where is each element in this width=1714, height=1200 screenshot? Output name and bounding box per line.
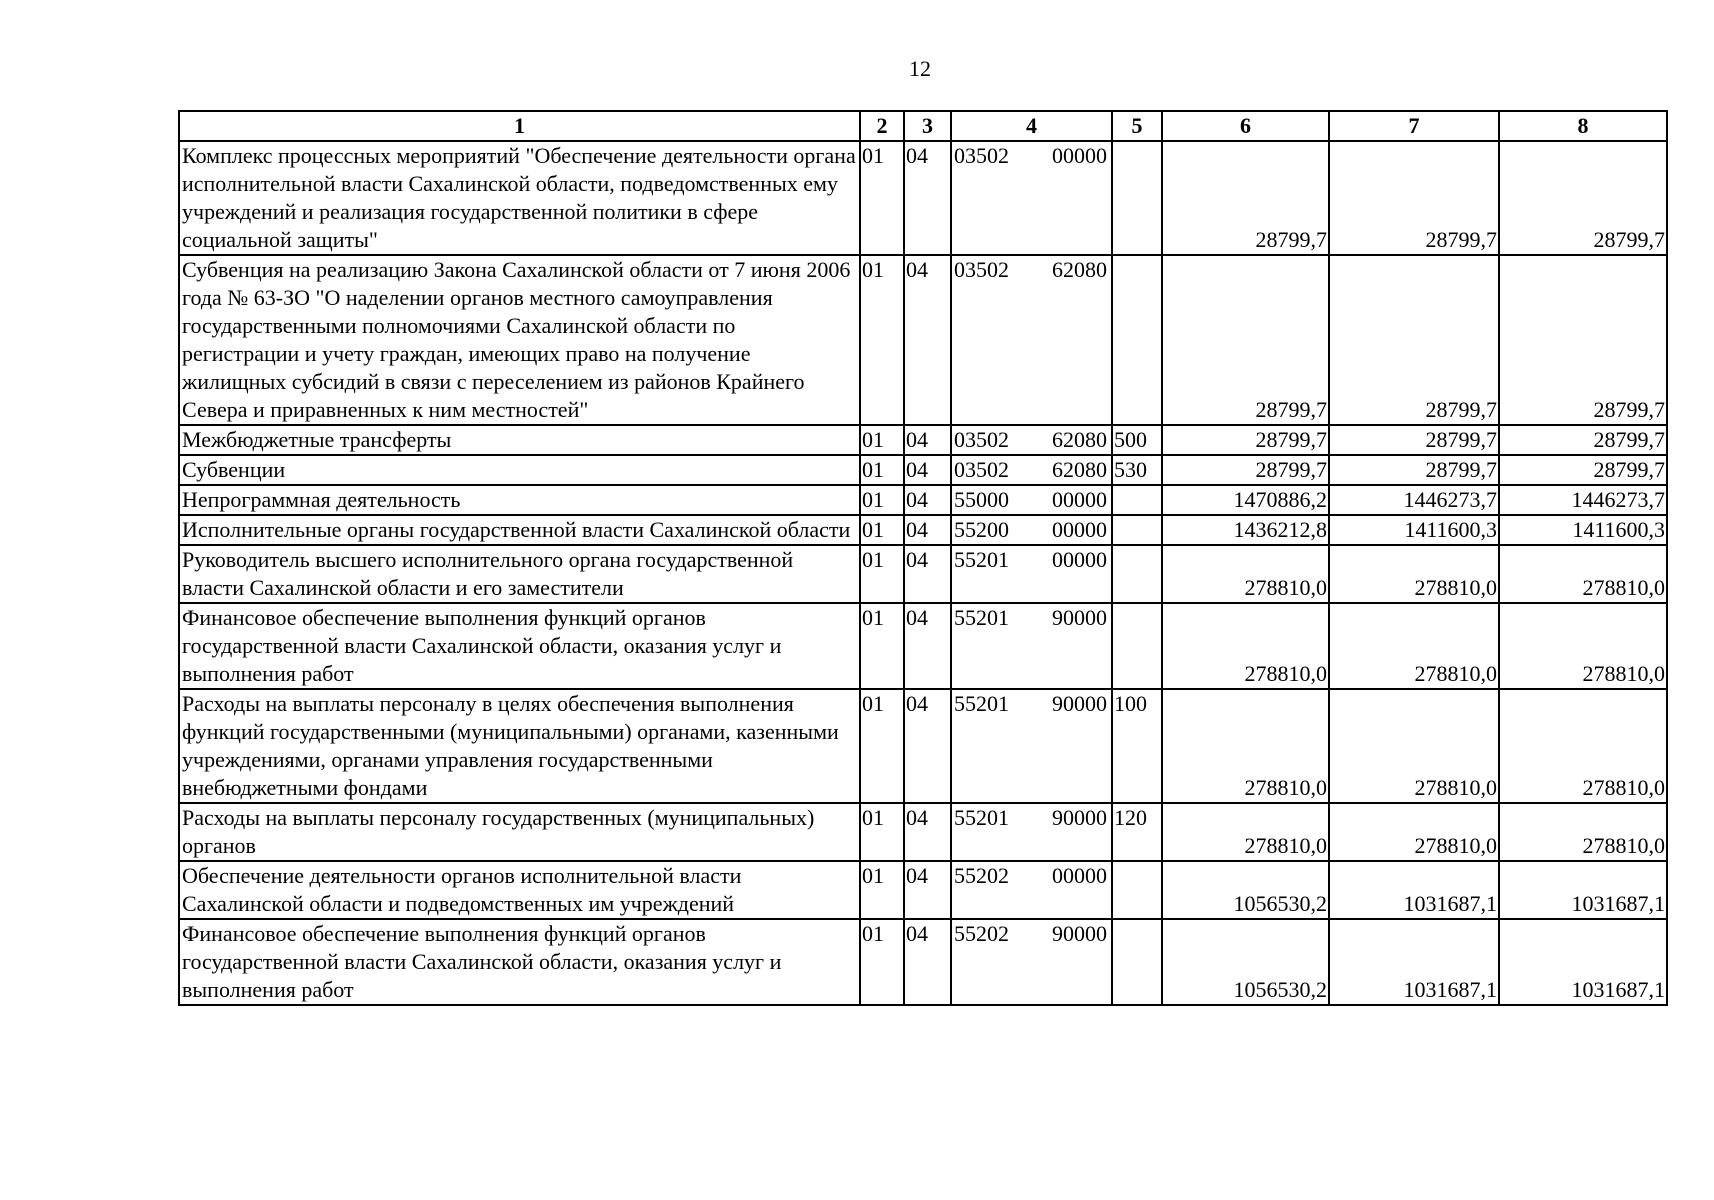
table-row xyxy=(179,603,1667,689)
target-article-program: 03502 xyxy=(954,257,1009,282)
section-code: 01 xyxy=(860,689,904,803)
column-header: 6 xyxy=(1162,111,1329,141)
target-article-direction: 90000 xyxy=(1052,805,1107,830)
amount-col8: 1031687,1 xyxy=(1499,861,1667,919)
target-article-direction: 90000 xyxy=(1052,605,1107,630)
budget-table xyxy=(178,110,1668,1006)
target-article-code xyxy=(951,803,1112,861)
amount-col8: 278810,0 xyxy=(1499,689,1667,803)
column-header: 1 xyxy=(179,111,860,141)
row-name: Руководитель высшего исполнительного органа государственной власти Сахалинской области и его заместители xyxy=(179,545,860,603)
amount-col6: 28799,7 xyxy=(1162,141,1329,255)
expense-type-code xyxy=(1112,141,1162,255)
amount-col8: 1031687,1 xyxy=(1499,919,1667,1005)
subsection-code: 04 xyxy=(904,545,951,603)
subsection-code: 04 xyxy=(904,485,951,515)
amount-col6: 28799,7 xyxy=(1162,255,1329,425)
expense-type-code xyxy=(1112,515,1162,545)
amount-col8: 1411600,3 xyxy=(1499,515,1667,545)
target-article-direction: 00000 xyxy=(1052,487,1107,512)
target-article-code xyxy=(951,485,1112,515)
target-article-code xyxy=(951,455,1112,485)
table-row xyxy=(179,455,1667,485)
target-article-program: 03502 xyxy=(954,457,1009,482)
row-name: Расходы на выплаты персоналу в целях обеспечения выполнения функций государственными (муниципальными) органами, казенными учреждениями, органами управления государственными внебюджетными фондами xyxy=(179,689,860,803)
table-row xyxy=(179,803,1667,861)
expense-type-code: 120 xyxy=(1112,803,1162,861)
expense-type-code xyxy=(1112,485,1162,515)
amount-col8: 278810,0 xyxy=(1499,803,1667,861)
expense-type-code: 500 xyxy=(1112,425,1162,455)
table-row xyxy=(179,485,1667,515)
amount-col7: 1411600,3 xyxy=(1329,515,1499,545)
amount-col8: 278810,0 xyxy=(1499,603,1667,689)
expense-type-code xyxy=(1112,603,1162,689)
subsection-code: 04 xyxy=(904,515,951,545)
table-row xyxy=(179,689,1667,803)
column-header: 7 xyxy=(1329,111,1499,141)
row-name: Комплекс процессных мероприятий "Обеспечение деятельности органа исполнительной власти Сахалинской области, подведомственных ему учреждений и реализация государственной политики в сфере социальной защиты" xyxy=(179,141,860,255)
row-name: Субвенции xyxy=(179,455,860,485)
target-article-program: 55201 xyxy=(954,547,1009,572)
section-code: 01 xyxy=(860,455,904,485)
amount-col7: 278810,0 xyxy=(1329,689,1499,803)
target-article-code xyxy=(951,141,1112,255)
amount-col6: 278810,0 xyxy=(1162,545,1329,603)
amount-col6: 1470886,2 xyxy=(1162,485,1329,515)
section-code: 01 xyxy=(860,515,904,545)
target-article-code xyxy=(951,689,1112,803)
target-article-direction: 62080 xyxy=(1052,457,1107,482)
table-row xyxy=(179,919,1667,1005)
target-article-direction: 90000 xyxy=(1052,691,1107,716)
target-article-direction: 00000 xyxy=(1052,517,1107,542)
subsection-code: 04 xyxy=(904,455,951,485)
target-article-program: 55201 xyxy=(954,691,1009,716)
target-article-direction: 00000 xyxy=(1052,547,1107,572)
target-article-program: 55200 xyxy=(954,517,1009,542)
expense-type-code: 100 xyxy=(1112,689,1162,803)
target-article-code xyxy=(951,919,1112,1005)
amount-col6: 28799,7 xyxy=(1162,455,1329,485)
target-article-program: 55202 xyxy=(954,863,1009,888)
amount-col7: 28799,7 xyxy=(1329,425,1499,455)
target-article-direction: 62080 xyxy=(1052,257,1107,282)
subsection-code: 04 xyxy=(904,425,951,455)
target-article-code xyxy=(951,425,1112,455)
amount-col6: 278810,0 xyxy=(1162,689,1329,803)
expense-type-code xyxy=(1112,255,1162,425)
subsection-code: 04 xyxy=(904,255,951,425)
target-article-direction: 90000 xyxy=(1052,921,1107,946)
target-article-code xyxy=(951,603,1112,689)
table-row xyxy=(179,141,1667,255)
header-row xyxy=(179,111,1667,141)
row-name: Расходы на выплаты персоналу государственных (муниципальных) органов xyxy=(179,803,860,861)
subsection-code: 04 xyxy=(904,603,951,689)
amount-col6: 278810,0 xyxy=(1162,803,1329,861)
target-article-code xyxy=(951,545,1112,603)
amount-col7: 28799,7 xyxy=(1329,255,1499,425)
subsection-code: 04 xyxy=(904,141,951,255)
target-article-code xyxy=(951,515,1112,545)
amount-col8: 1446273,7 xyxy=(1499,485,1667,515)
amount-col8: 28799,7 xyxy=(1499,255,1667,425)
table-row xyxy=(179,255,1667,425)
target-article-code xyxy=(951,861,1112,919)
subsection-code: 04 xyxy=(904,861,951,919)
subsection-code: 04 xyxy=(904,803,951,861)
row-name: Межбюджетные трансферты xyxy=(179,425,860,455)
row-name: Финансовое обеспечение выполнения функций органов государственной власти Сахалинской области, оказания услуг и выполнения работ xyxy=(179,603,860,689)
section-code: 01 xyxy=(860,485,904,515)
column-header: 3 xyxy=(904,111,951,141)
column-header: 8 xyxy=(1499,111,1667,141)
subsection-code: 04 xyxy=(904,689,951,803)
expense-type-code xyxy=(1112,919,1162,1005)
amount-col7: 28799,7 xyxy=(1329,455,1499,485)
target-article-direction: 00000 xyxy=(1052,863,1107,888)
expense-type-code xyxy=(1112,545,1162,603)
amount-col6: 1056530,2 xyxy=(1162,919,1329,1005)
row-name: Субвенция на реализацию Закона Сахалинской области от 7 июня 2006 года № 63-ЗО "О наделении органов местного самоуправления государственными полномочиями Сахалинской области по регистрации и учету граждан, имеющих право на получение жилищных субсидий в связи с переселением из районов Крайнего Севера и приравненных к ним местностей" xyxy=(179,255,860,425)
row-name: Непрограммная деятельность xyxy=(179,485,860,515)
table-row xyxy=(179,425,1667,455)
amount-col6: 1436212,8 xyxy=(1162,515,1329,545)
section-code: 01 xyxy=(860,545,904,603)
subsection-code: 04 xyxy=(904,919,951,1005)
section-code: 01 xyxy=(860,803,904,861)
target-article-program: 55202 xyxy=(954,921,1009,946)
row-name: Финансовое обеспечение выполнения функций органов государственной власти Сахалинской области, оказания услуг и выполнения работ xyxy=(179,919,860,1005)
section-code: 01 xyxy=(860,603,904,689)
page-number: 12 xyxy=(909,56,931,81)
row-name: Исполнительные органы государственной власти Сахалинской области xyxy=(179,515,860,545)
target-article-program: 03502 xyxy=(954,427,1009,452)
amount-col7: 1031687,1 xyxy=(1329,861,1499,919)
target-article-direction: 62080 xyxy=(1052,427,1107,452)
column-header: 4 xyxy=(951,111,1112,141)
target-article-code xyxy=(951,255,1112,425)
amount-col7: 278810,0 xyxy=(1329,603,1499,689)
column-header: 2 xyxy=(860,111,904,141)
amount-col8: 28799,7 xyxy=(1499,425,1667,455)
section-code: 01 xyxy=(860,425,904,455)
amount-col8: 28799,7 xyxy=(1499,141,1667,255)
expense-type-code xyxy=(1112,861,1162,919)
table-row xyxy=(179,861,1667,919)
amount-col8: 28799,7 xyxy=(1499,455,1667,485)
row-name: Обеспечение деятельности органов исполнительной власти Сахалинской области и подведомственных им учреждений xyxy=(179,861,860,919)
amount-col7: 1031687,1 xyxy=(1329,919,1499,1005)
expense-type-code: 530 xyxy=(1112,455,1162,485)
section-code: 01 xyxy=(860,141,904,255)
target-article-program: 03502 xyxy=(954,143,1009,168)
target-article-program: 55201 xyxy=(954,805,1009,830)
amount-col7: 1446273,7 xyxy=(1329,485,1499,515)
target-article-program: 55201 xyxy=(954,605,1009,630)
amount-col6: 28799,7 xyxy=(1162,425,1329,455)
amount-col6: 1056530,2 xyxy=(1162,861,1329,919)
amount-col8: 278810,0 xyxy=(1499,545,1667,603)
amount-col7: 278810,0 xyxy=(1329,803,1499,861)
target-article-program: 55000 xyxy=(954,487,1009,512)
section-code: 01 xyxy=(860,861,904,919)
section-code: 01 xyxy=(860,919,904,1005)
amount-col6: 278810,0 xyxy=(1162,603,1329,689)
amount-col7: 278810,0 xyxy=(1329,545,1499,603)
target-article-direction: 00000 xyxy=(1052,143,1107,168)
table-row xyxy=(179,515,1667,545)
section-code: 01 xyxy=(860,255,904,425)
amount-col7: 28799,7 xyxy=(1329,141,1499,255)
table-row xyxy=(179,545,1667,603)
column-header: 5 xyxy=(1112,111,1162,141)
